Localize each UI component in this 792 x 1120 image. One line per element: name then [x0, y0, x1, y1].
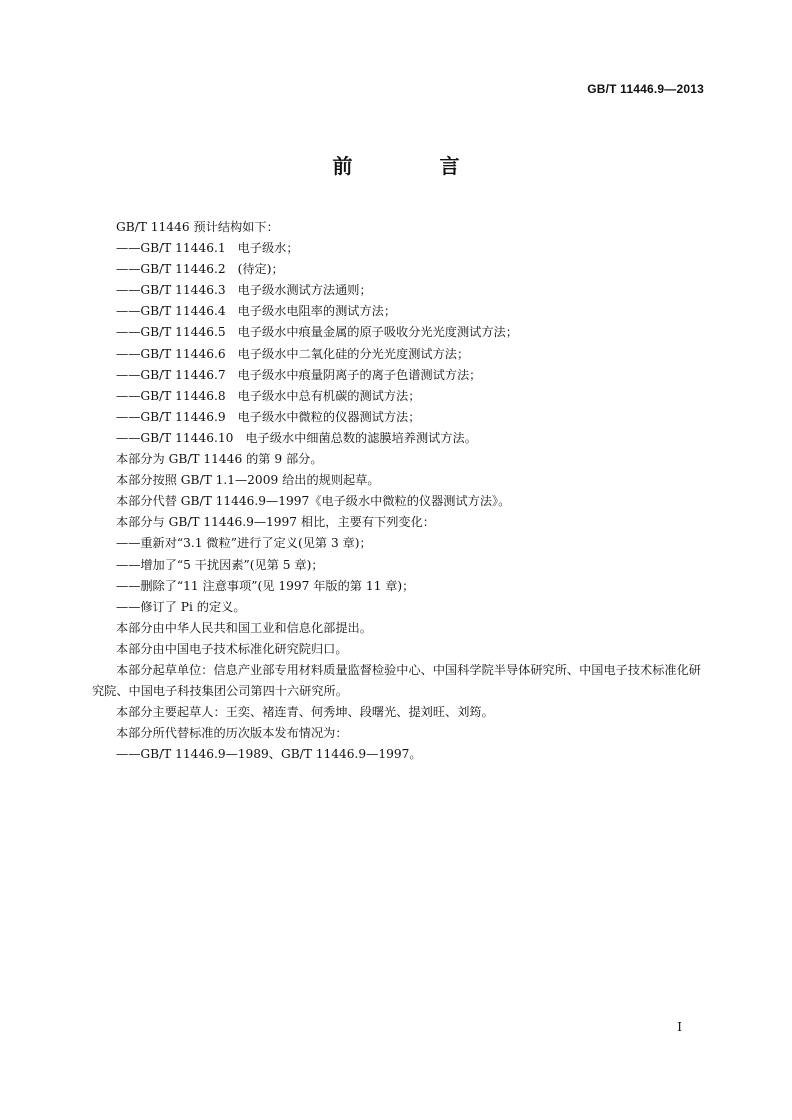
part-desc: 电子级水中二氧化硅的分光光度测试方法； [237, 346, 470, 361]
part-desc: 电子级水中总有机碳的测试方法； [237, 388, 421, 403]
list-item [92, 407, 704, 428]
proposed-by-statement: 本部分由中华人民共和国工业和信息化部提出。 [116, 620, 372, 635]
part-desc: 电子级水电阻率的测试方法； [237, 304, 397, 319]
parts-list [92, 238, 704, 449]
part-code: ——GB/T 11446.7 [116, 367, 226, 382]
history-intro: 本部分所代替标准的历次版本发布情况为： [116, 726, 348, 741]
changes-list [92, 533, 704, 617]
part-code: ——GB/T 11446.1 [116, 241, 226, 256]
intro-line: GB/T 11446 预计结构如下： [116, 220, 279, 234]
part-desc: 电子级水中痕量金属的原子吸收分光光度测试方法； [237, 325, 518, 340]
part-desc: 电子级水中细菌总数的滤膜培养测试方法。 [245, 430, 477, 445]
list-item: ——增加了“5 干扰因素”(见第 5 章)； [116, 557, 324, 572]
list-item [92, 365, 704, 386]
part-code: ——GB/T 11446.5 [116, 325, 226, 340]
part-code: ——GB/T 11446.6 [116, 346, 226, 361]
page-title: 前 言 [332, 154, 500, 178]
part-desc: (待定)； [237, 262, 284, 277]
list-item: ——修订了 Pi 的定义。 [116, 599, 246, 614]
list-item [92, 344, 704, 365]
list-item [92, 238, 704, 259]
part-of-statement: 本部分为 GB/T 11446 的第 9 部分。 [116, 452, 323, 467]
part-code: ——GB/T 11446.2 [116, 262, 226, 277]
part-code: ——GB/T 11446.4 [116, 304, 226, 319]
part-desc: 电子级水中微粒的仪器测试方法； [237, 409, 421, 424]
replaces-statement: 本部分代替 GB/T 11446.9—1997《电子级水中微粒的仪器测试方法》。 [116, 494, 511, 509]
list-item [92, 322, 704, 343]
part-desc: 电子级水中痕量阴离子的离子色谱测试方法； [237, 367, 482, 382]
list-item [92, 428, 704, 449]
list-item [92, 301, 704, 322]
list-item: ——重新对“3.1 微粒”进行了定义(见第 3 章)； [116, 536, 372, 551]
history-line: ——GB/T 11446.9—1989、GB/T 11446.9—1997。 [116, 747, 422, 762]
part-desc: 电子级水； [237, 241, 299, 256]
list-item [92, 386, 704, 407]
part-code: ——GB/T 11446.8 [116, 388, 226, 403]
foreword-body [92, 217, 704, 765]
list-item [92, 259, 704, 280]
drafting-units-statement: 本部分起草单位：信息产业部专用材料质量监督检验中心、中国科学院半导体研究所、中国电子技术标准化研究院、中国电子科技集团公司第四十六研究所。 [92, 662, 701, 699]
list-item: ——删除了“11 注意事项”(见 1997 年版的第 11 章)； [116, 578, 415, 593]
part-desc: 电子级水测试方法通则； [237, 283, 372, 298]
drafters-statement: 本部分主要起草人：王奕、褚连青、何秀坤、段曙光、提刘旺、刘筠。 [116, 705, 494, 720]
document-code: GB/T 11446.9—2013 [587, 82, 704, 96]
part-code: ——GB/T 11446.3 [116, 283, 226, 298]
part-code: ——GB/T 11446.9 [116, 409, 226, 424]
part-code: ——GB/T 11446.10 [116, 430, 234, 445]
managed-by-statement: 本部分由中国电子技术标准化研究院归口。 [116, 641, 348, 656]
list-item [92, 280, 704, 301]
changes-intro: 本部分与 GB/T 11446.9—1997 相比，主要有下列变化： [116, 515, 435, 530]
drafting-rules-statement: 本部分按照 GB/T 1.1—2009 给出的规则起草。 [116, 473, 380, 488]
page-number: I [677, 1020, 682, 1034]
